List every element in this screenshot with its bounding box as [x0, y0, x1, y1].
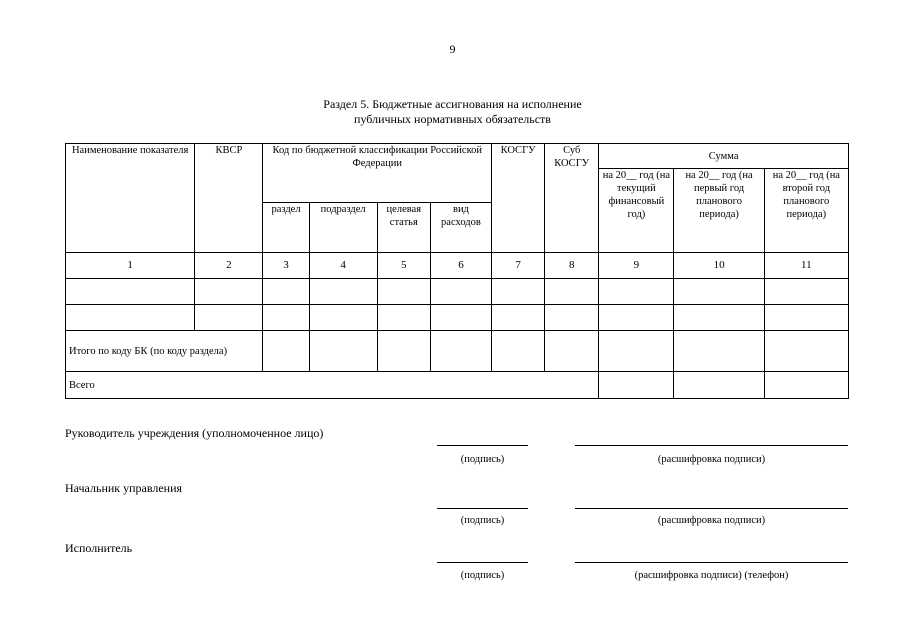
colnum-7: 7 — [492, 253, 545, 279]
header-celevaya: целевая статья — [377, 203, 430, 253]
empty-cell[interactable] — [674, 372, 764, 399]
sign-caption: (подпись) — [460, 570, 505, 581]
empty-cell[interactable] — [599, 331, 674, 372]
colnum-3: 3 — [263, 253, 309, 279]
empty-cell[interactable] — [764, 305, 848, 331]
header-sub-kosgu: Суб КОСГУ — [545, 144, 599, 253]
empty-cell[interactable] — [66, 279, 195, 305]
vsego-label: Всего — [66, 372, 599, 399]
empty-cell[interactable] — [66, 305, 195, 331]
decode-line[interactable] — [575, 562, 848, 563]
colnum-11: 11 — [764, 253, 848, 279]
header-razdel: раздел — [263, 203, 309, 253]
budget-table — [65, 143, 849, 399]
vsego-row — [66, 372, 849, 399]
decode-caption: (расшифровка подписи) — [657, 515, 766, 526]
empty-cell[interactable] — [545, 305, 599, 331]
header-year-first: на 20__ год (на первый год планового периода) — [674, 169, 764, 253]
colnum-6: 6 — [430, 253, 491, 279]
empty-cell[interactable] — [599, 279, 674, 305]
colnum-9: 9 — [599, 253, 674, 279]
sign-caption: (подпись) — [460, 454, 505, 465]
empty-cell[interactable] — [545, 279, 599, 305]
colnum-10: 10 — [674, 253, 764, 279]
section-title — [0, 97, 905, 127]
empty-cell[interactable] — [263, 305, 309, 331]
empty-cell[interactable] — [674, 331, 764, 372]
itogo-label: Итого по коду БК (по коду раздела) — [66, 331, 263, 372]
column-numbers-row — [66, 253, 849, 279]
colnum-4: 4 — [309, 253, 377, 279]
section-title-line2: публичных нормативных обязательств — [354, 112, 551, 126]
colnum-5: 5 — [377, 253, 430, 279]
header-bk-code: Код по бюджетной классификации Российской Федерации — [263, 144, 492, 203]
decode-line[interactable] — [575, 445, 848, 446]
table-row-empty — [66, 305, 849, 331]
empty-cell[interactable] — [545, 331, 599, 372]
signature-label-executor: Исполнитель — [65, 541, 133, 555]
empty-cell[interactable] — [674, 279, 764, 305]
colnum-8: 8 — [545, 253, 599, 279]
empty-cell[interactable] — [430, 331, 491, 372]
header-year-second: на 20__ год (на второй год планового периода) — [764, 169, 848, 253]
page-number: 9 — [449, 42, 456, 56]
empty-cell[interactable] — [195, 305, 263, 331]
empty-cell[interactable] — [764, 331, 848, 372]
empty-cell[interactable] — [492, 305, 545, 331]
empty-cell[interactable] — [492, 331, 545, 372]
header-kosgu: КОСГУ — [492, 144, 545, 253]
header-kvsr: КВСР — [195, 144, 263, 253]
empty-cell[interactable] — [764, 279, 848, 305]
itogo-row — [66, 331, 849, 372]
header-vid: вид расходов — [430, 203, 491, 253]
table-row-empty — [66, 279, 849, 305]
empty-cell[interactable] — [430, 279, 491, 305]
header-podrazdel: подраздел — [309, 203, 377, 253]
empty-cell[interactable] — [309, 305, 377, 331]
decode-caption: (расшифровка подписи) (телефон) — [634, 570, 789, 581]
signature-line[interactable] — [437, 562, 528, 563]
empty-cell[interactable] — [309, 279, 377, 305]
empty-cell[interactable] — [377, 279, 430, 305]
empty-cell[interactable] — [195, 279, 263, 305]
empty-cell[interactable] — [263, 331, 309, 372]
empty-cell[interactable] — [599, 305, 674, 331]
sign-caption: (подпись) — [460, 515, 505, 526]
signature-line[interactable] — [437, 445, 528, 446]
empty-cell[interactable] — [674, 305, 764, 331]
empty-cell[interactable] — [430, 305, 491, 331]
empty-cell[interactable] — [309, 331, 377, 372]
signature-line[interactable] — [437, 508, 528, 509]
header-sum: Сумма — [599, 144, 849, 169]
section-title-line1: Раздел 5. Бюджетные ассигнования на исполнение — [323, 97, 582, 111]
decode-line[interactable] — [575, 508, 848, 509]
empty-cell[interactable] — [263, 279, 309, 305]
empty-cell[interactable] — [377, 331, 430, 372]
header-year-current: на 20__ год (на текущий финансовый год) — [599, 169, 674, 253]
colnum-1: 1 — [66, 253, 195, 279]
colnum-2: 2 — [195, 253, 263, 279]
empty-cell[interactable] — [599, 372, 674, 399]
empty-cell[interactable] — [492, 279, 545, 305]
empty-cell[interactable] — [377, 305, 430, 331]
signature-label-chief: Начальник управления — [65, 481, 183, 495]
header-name: Наименование показателя — [66, 144, 195, 253]
decode-caption: (расшифровка подписи) — [657, 454, 766, 465]
signature-label-head: Руководитель учреждения (уполномоченное лицо) — [65, 426, 324, 440]
empty-cell[interactable] — [764, 372, 848, 399]
